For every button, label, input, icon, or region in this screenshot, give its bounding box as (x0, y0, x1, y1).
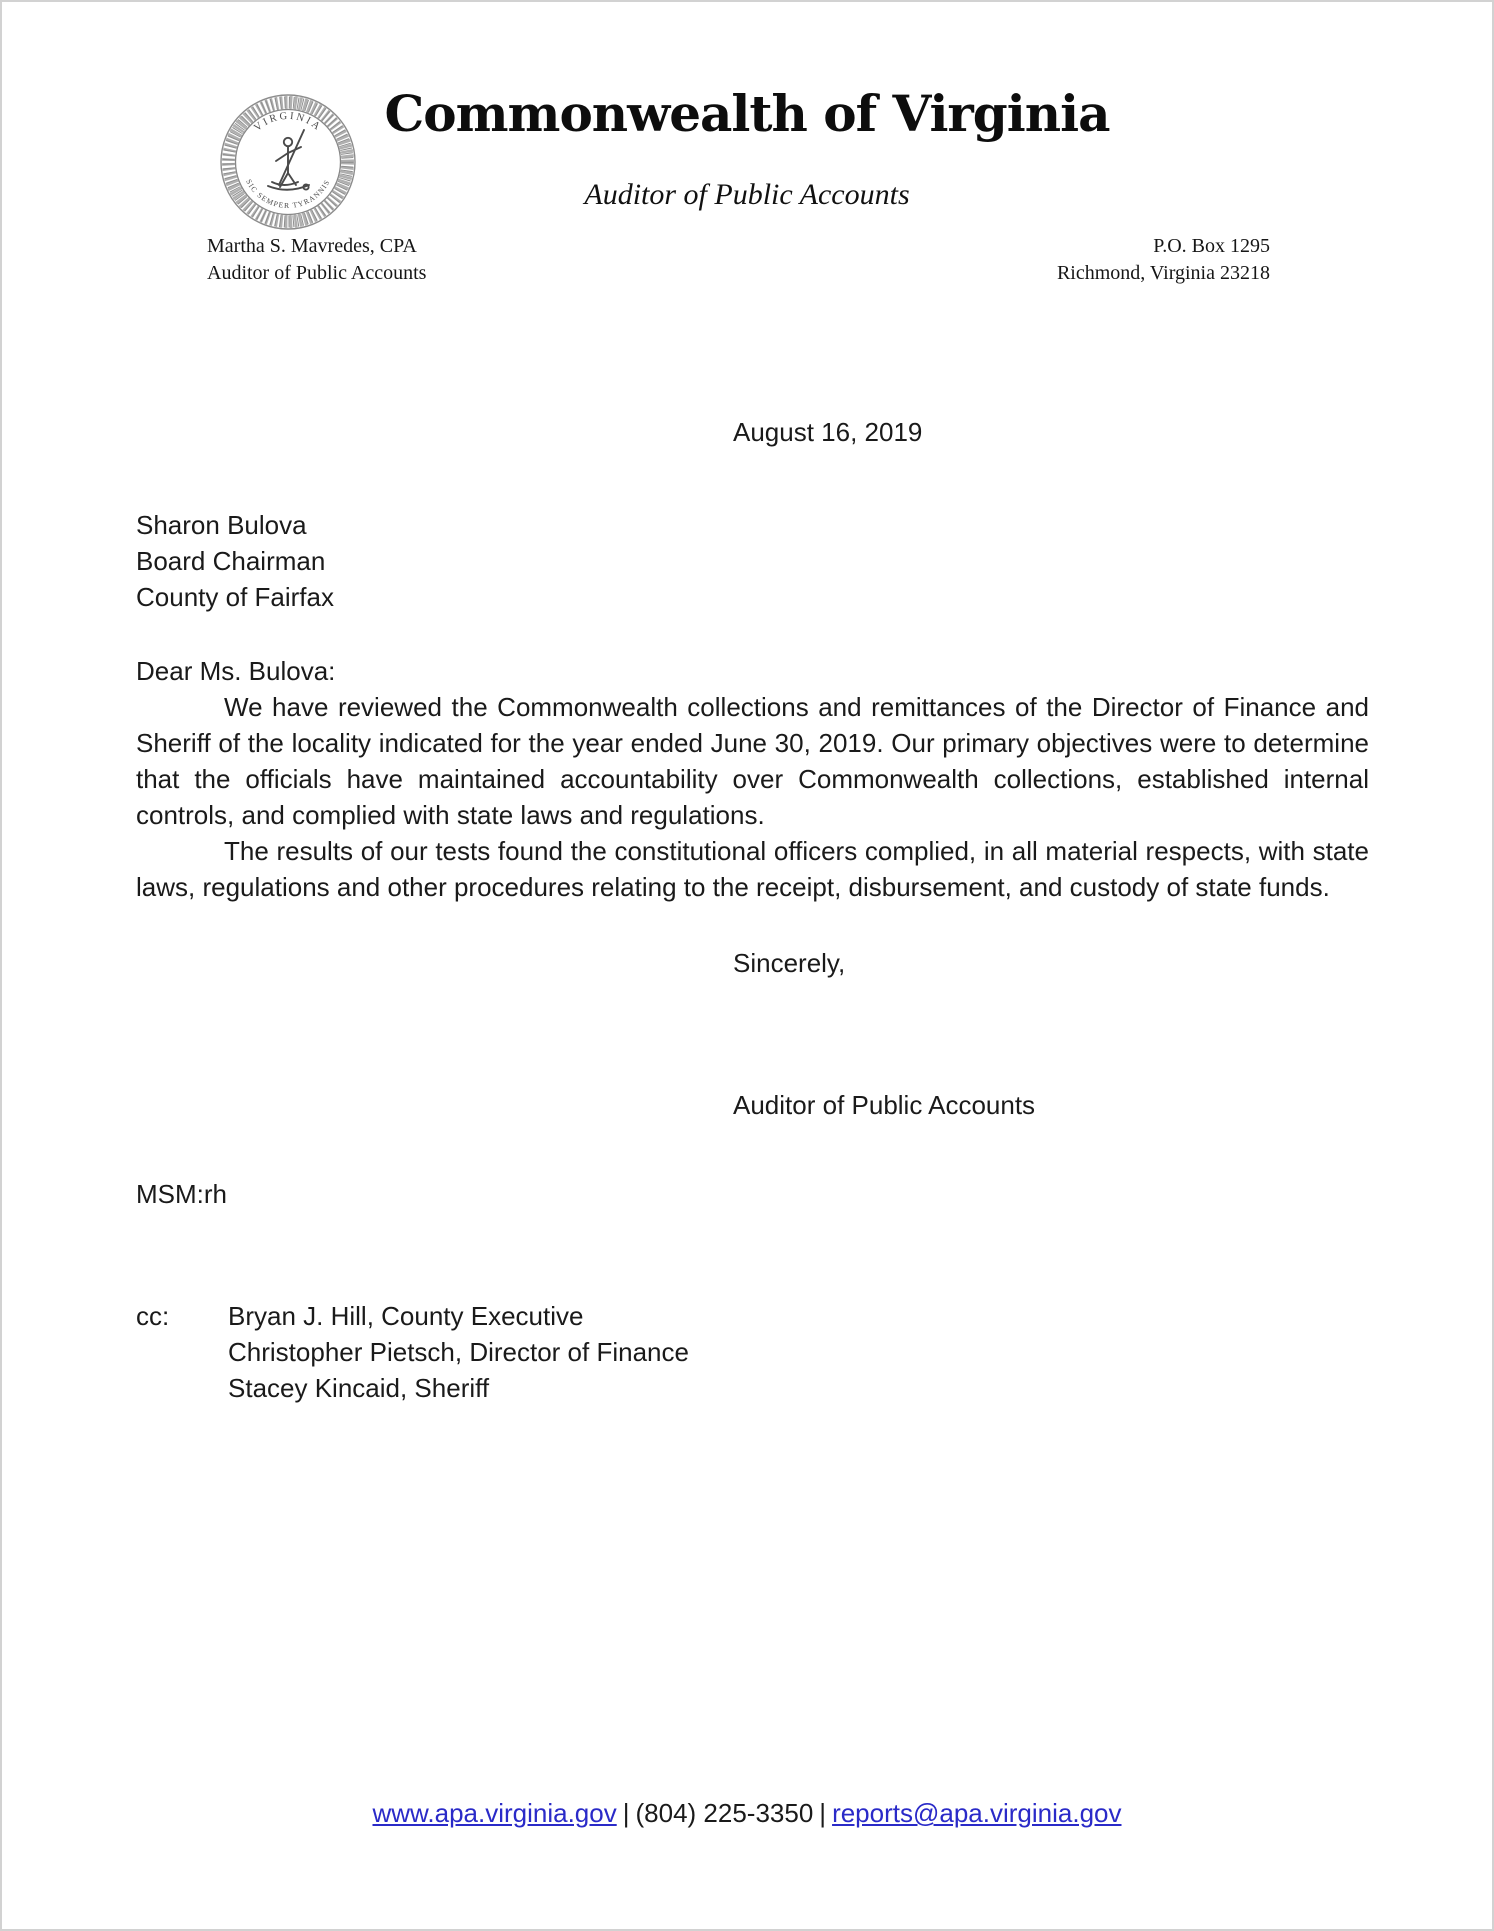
recipient-organization: County of Fairfax (136, 582, 334, 612)
recipient-address-block (136, 507, 1369, 615)
recipient-name: Sharon Bulova (136, 510, 307, 540)
recipient-title: Board Chairman (136, 546, 326, 576)
cc-names (228, 1298, 689, 1406)
official-name: Martha S. Mavredes, CPA (207, 235, 417, 257)
email-link[interactable]: reports@apa.virginia.gov (832, 1798, 1122, 1828)
body-paragraph: We have reviewed the Commonwealth collections and remittances of the Director of Finance and Sheriff of the locality indicated for the year ended June 30, 2019. Our primary objectives were to determine that the officials have maintained accountability over Commonwealth collections, established internal controls, and complied with state laws and regulations. (136, 692, 1369, 830)
website-link[interactable]: www.apa.virginia.gov (372, 1798, 617, 1828)
seal-top-text: VIRGINIA (252, 110, 324, 134)
office-address-block (1057, 233, 1270, 287)
letterhead-subtitle: Auditor of Public Accounts (584, 178, 910, 211)
signer-title: Auditor of Public Accounts (733, 1090, 1036, 1120)
official-block (207, 233, 426, 287)
seal-bottom-text: SIC SEMPER TYRANNIS (244, 177, 332, 211)
letterhead-title: Commonwealth of Virginia (384, 84, 1110, 143)
cc-entry: Bryan J. Hill, County Executive (228, 1301, 584, 1331)
body-paragraph: The results of our tests found the constitutional officers complied, in all material respects, with state laws, regulations and other procedures relating to the receipt, disbursement, and custody of state funds. (136, 836, 1369, 902)
footer-separator: | (622, 1798, 630, 1828)
typist-reference: MSM:rh (136, 1179, 227, 1209)
po-box-line: P.O. Box 1295 (1153, 235, 1270, 257)
cc-entry: Stacey Kincaid, Sheriff (228, 1373, 490, 1403)
letterhead (2, 2, 1492, 302)
date-line: August 16, 2019 (733, 417, 923, 447)
cc-block (136, 1298, 1369, 1406)
official-title: Auditor of Public Accounts (207, 262, 427, 284)
cc-label: cc: (136, 1301, 170, 1331)
footer-separator: | (819, 1798, 827, 1828)
closing: Sincerely, (733, 948, 846, 978)
footer (2, 1798, 1492, 1829)
cc-entry: Christopher Pietsch, Director of Finance (228, 1337, 689, 1367)
salutation: Dear Ms. Bulova: (136, 656, 336, 686)
letter-body (2, 414, 1492, 1406)
city-line: Richmond, Virginia 23218 (1056, 262, 1270, 284)
phone-number: (804) 225-3350 (635, 1798, 814, 1828)
